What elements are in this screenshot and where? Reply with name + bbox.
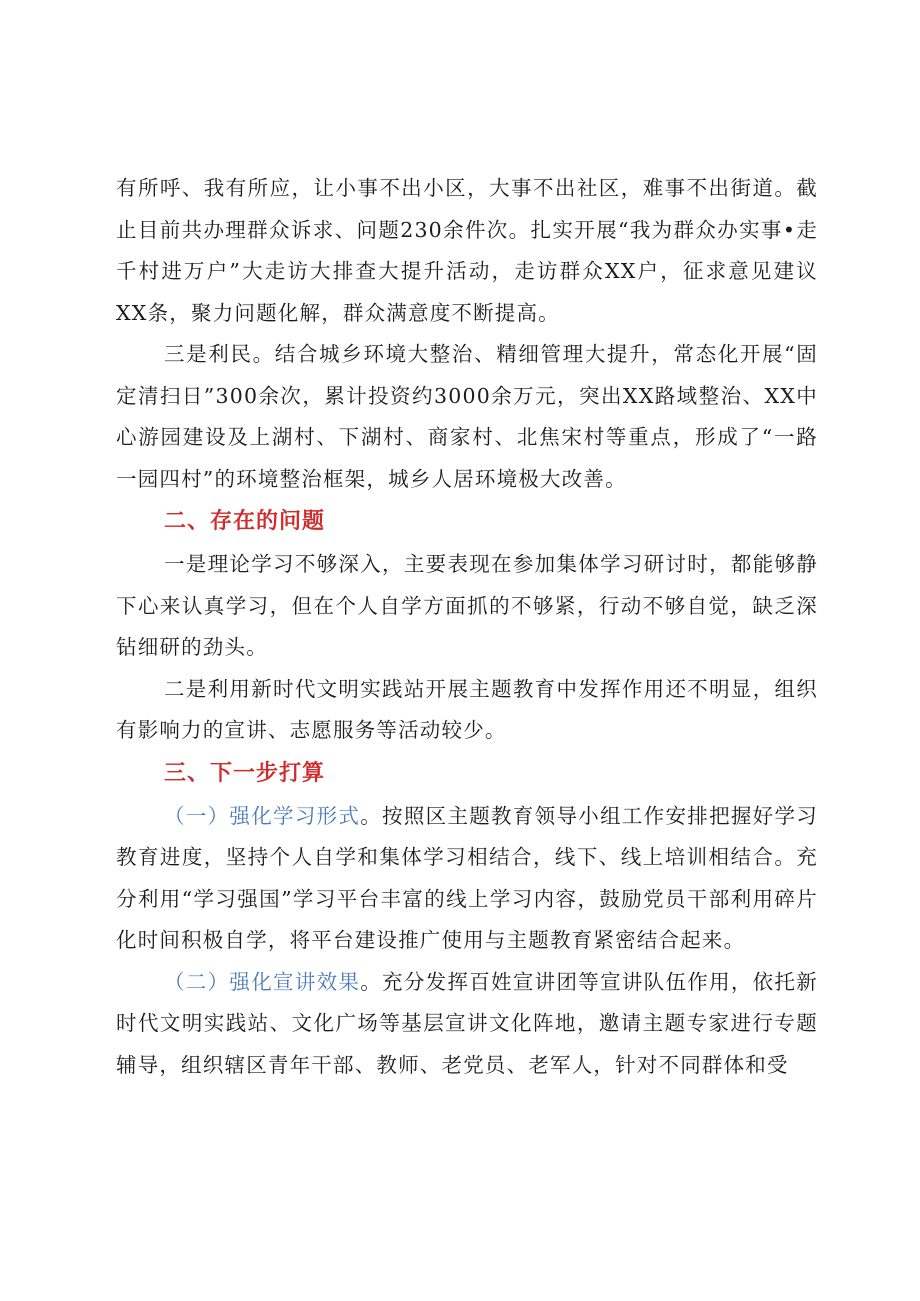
- paragraph-continuation: 有所呼、我有所应，让小事不出小区，大事不出社区，难事不出街道。截止目前共办理群众诉求、问题230余件次。扎实开展“我为群众办实事•走千村进万户”大走访大排查大提升活动，走访群众XX户，征求意见建议XX条，聚力问题化解，群众满意度不断提高。: [116, 176, 818, 325]
- paragraph-plan-1: [116, 796, 818, 962]
- paragraph-plan-1-text: 。按照区主题教育领导小组工作安排把握好学习教育进度，坚持个人自学和集体学习相结合，线下、线上培训相结合。充分利用“学习强国”学习平台丰富的线上学习内容，鼓励党员干部利用碎片化时间积极自学，将平台建设推广使用与主题教育紧密结合起来。: [116, 803, 818, 952]
- section-heading-next-steps: 三、下一步打算: [164, 760, 326, 786]
- section-heading-problems: 二、存在的问题: [164, 509, 326, 534]
- paragraph-problem-2: 二是利用新时代文明实践站开展主题教育中发挥作用还不明显，组织有影响力的宣讲、志愿服务等活动较少。: [116, 676, 818, 742]
- subheading-lecture-effect: （二）强化宣讲效果: [164, 969, 361, 994]
- paragraph-plan-2: [116, 962, 818, 1087]
- paragraph-problem-1: 一是理论学习不够深入，主要表现在参加集体学习研讨时，都能够静下心来认真学习，但在个人自学方面抓的不够紧，行动不够自觉，缺乏深钻细研的劲头。: [116, 552, 818, 659]
- subheading-study-form: （一）强化学习形式: [164, 803, 361, 828]
- document-body: [116, 168, 818, 1086]
- paragraph-benefit-people: 三是利民。结合城乡环境大整治、精细管理大提升，常态化开展“固定清扫日”300余次，累计投资约3000余万元，突出XX路域整治、XX中心游园建设及上湖村、下湖村、商家村、北焦宋村等重点，形成了“一路一园四村”的环境整治框架，城乡人居环境极大改善。: [116, 342, 818, 491]
- paragraph-plan-2-text: 。充分发挥百姓宣讲团等宣讲队伍作用，依托新时代文明实践站、文化广场等基层宣讲文化阵地，邀请主题专家进行专题辅导，组织辖区青年干部、教师、老党员、老军人，针对不同群体和受: [116, 969, 818, 1077]
